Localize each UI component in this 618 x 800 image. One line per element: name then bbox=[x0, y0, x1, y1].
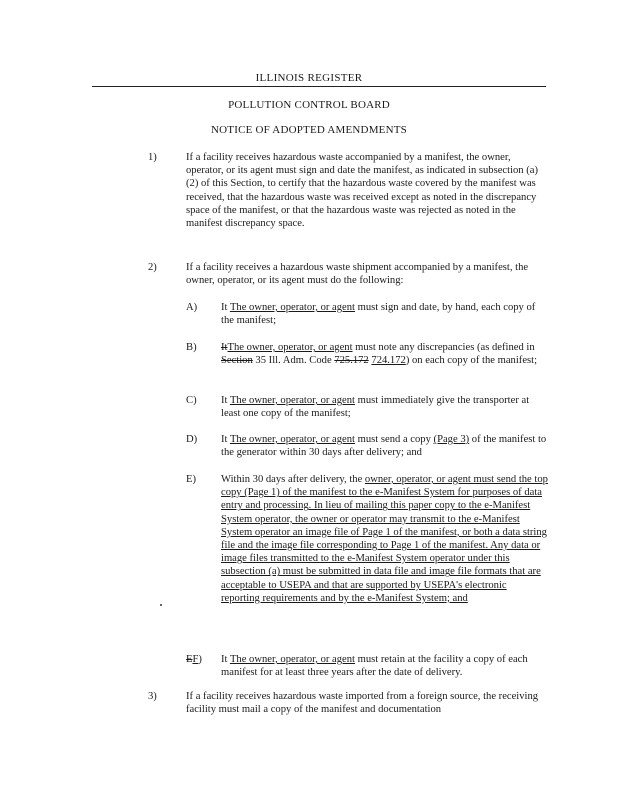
register-title: ILLINOIS REGISTER bbox=[255, 72, 363, 84]
inserted-text: The owner, operator, or agent bbox=[229, 302, 355, 313]
scan-speck bbox=[160, 604, 162, 606]
subitem-label: A) bbox=[186, 302, 198, 313]
item-number: 3) bbox=[148, 691, 157, 702]
subitem-text: ItThe owner, operator, or agent must note any discrepancies (as defined in Section 35 Ill. Adm. Code 725.172 724.172) on each copy of the manifest; bbox=[221, 342, 538, 367]
item-text: If a facility receives hazardous waste imported from a foreign source, the receiving facility must mail a copy of the manifest and documentation bbox=[186, 691, 539, 716]
subitem-label: EF) bbox=[186, 654, 202, 665]
inserted-text: 724.172 bbox=[371, 355, 406, 367]
inserted-text: The owner, operator, or agent bbox=[229, 434, 355, 445]
item-text: If a facility receives a hazardous waste shipment accompanied by a manifest, the owner, operator, or its agent must do the following: bbox=[186, 262, 529, 287]
deleted-label: E bbox=[186, 654, 193, 665]
inserted-text: The owner, operator, or agent bbox=[227, 342, 353, 353]
item-number: 2) bbox=[148, 262, 157, 273]
inserted-label: F bbox=[192, 654, 199, 665]
subitem-text: It The owner, operator, or agent must send a copy (Page 3) of the manifest to the generator within 30 days after delivery; and bbox=[221, 434, 547, 459]
header-rule bbox=[92, 86, 546, 87]
subitem-text: It The owner, operator, or agent must retain at the facility a copy of each manifest for at least three years after the date of delivery. bbox=[221, 654, 528, 679]
deleted-text: Section bbox=[221, 355, 253, 367]
subitem-text: Within 30 days after delivery, the owner, operator, or agent must send the top copy (Page 1) of the manifest to the e-Manifest System for purposes of data entry and processing. In lieu of mailing this paper copy to the e-Manifest System operator, the owner or operator may transmit to the e-Manifest System operator an image file of Page 1 of the manifest, or both a data string file and the image file corresponding to Page 1 of the manifest. Any data or image files transmitted to the e-Manifest System operator under this subsection (a) must be submitted in data file and image file formats that are acceptable to USEPA and that are supported by USEPA's electronic reporting requirements and by the e-Manifest System; and bbox=[221, 474, 548, 604]
item-text: If a facility receives hazardous waste accompanied by a manifest, the owner, operator, or its agent must sign and date the manifest, as indicated in subsection (a)(2) of this Section, to certify that the hazardous waste covered by the manifest was received, that the hazardous waste was received except as noted in the discrepancy space of the manifest, or that the hazardous waste was rejected as noted in the manifest discrepancy space. bbox=[186, 152, 539, 230]
inserted-text: owner, operator, or agent must send the top copy (Page 1) of the manifest to the e-Manifest System for purposes of data entry and processing. In lieu of mailing this paper copy to the e-Manifest System operator, the owner or operator may transmit to the e-Manifest System operator an image file of Page 1 of the manifest, or both a data string file and the image file corresponding to Page 1 of the manifest. Any data or image files transmitted to the e-Manifest System operator under this subsection (a) must be submitted in data file and image file formats that are acceptable to USEPA and that are supported by USEPA's electronic reporting requirements and by the e-Manifest System; and bbox=[221, 474, 548, 604]
board-name: POLLUTION CONTROL BOARD bbox=[228, 99, 390, 111]
item-number: 1) bbox=[148, 152, 157, 163]
subitem-text: It The owner, operator, or agent must immediately give the transporter at least one copy of the manifest; bbox=[221, 395, 530, 420]
inserted-text: The owner, operator, or agent bbox=[229, 654, 355, 665]
subitem-text: It The owner, operator, or agent must sign and date, by hand, each copy of the manifest; bbox=[221, 302, 536, 327]
deleted-text: 725.172 bbox=[334, 355, 369, 367]
subitem-label: C) bbox=[186, 395, 197, 406]
notice-heading: NOTICE OF ADOPTED AMENDMENTS bbox=[211, 124, 407, 136]
inserted-text: (Page 3) bbox=[433, 434, 470, 445]
subitem-label: D) bbox=[186, 434, 198, 445]
subitem-label: E) bbox=[186, 474, 196, 485]
subitem-label: B) bbox=[186, 342, 197, 353]
deleted-text: It bbox=[221, 342, 228, 353]
inserted-text: The owner, operator, or agent bbox=[229, 395, 355, 406]
